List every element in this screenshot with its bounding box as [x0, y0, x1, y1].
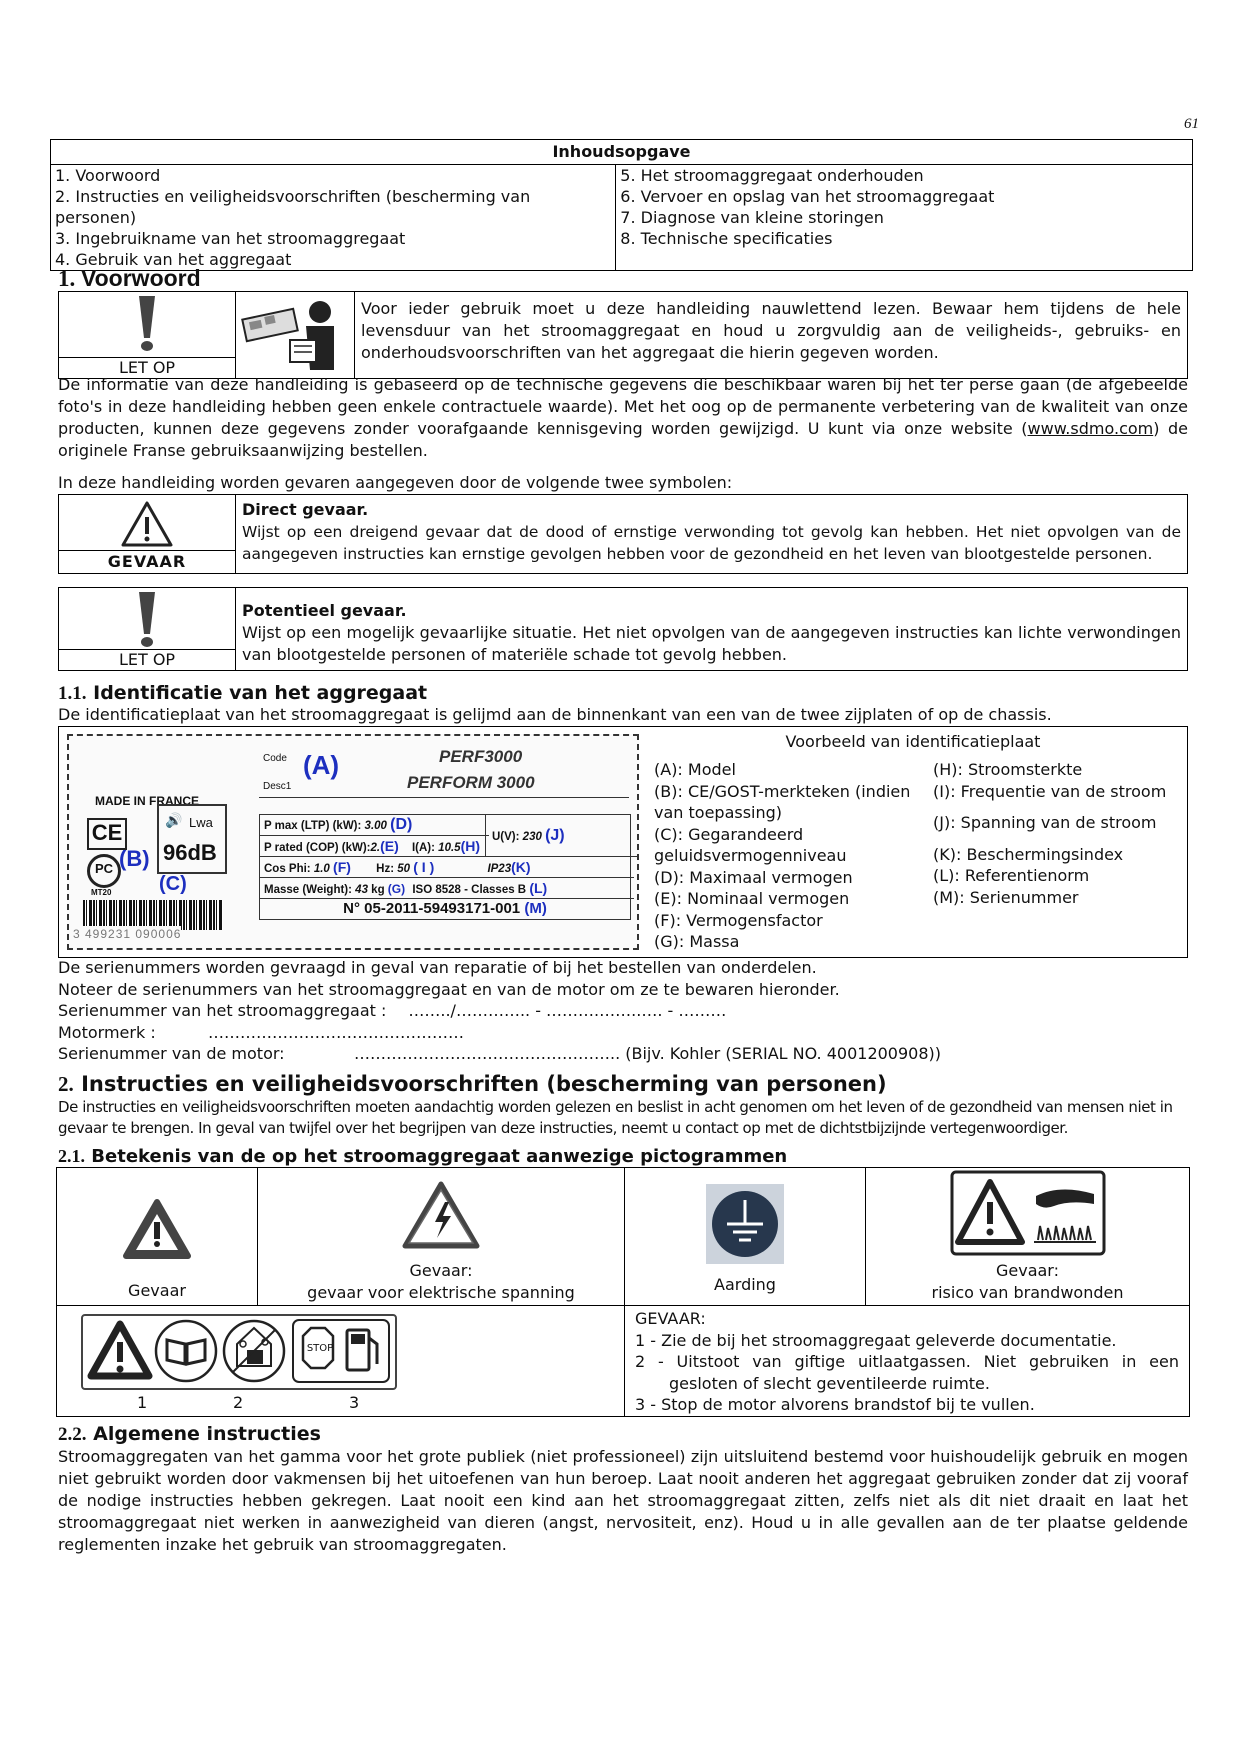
lwa-label: Lwa — [189, 815, 213, 830]
symbols-intro: In deze handleiding worden gevaren aangegeven door de volgende twee symbolen: — [58, 473, 733, 492]
toc-item[interactable]: 3. Ingebruikname van het stroomaggregaat — [55, 228, 406, 248]
plate-label-b: (B) — [119, 846, 150, 871]
serial-para-2: Noteer de serienummers van het stroomaggregaat en van de motor om ze te bewaren hieronder. — [58, 979, 840, 999]
desc-label: Desc1 — [263, 781, 292, 792]
engine-brand-field[interactable]: ………………………………………… — [208, 1022, 464, 1042]
exclamation-icon — [59, 588, 235, 650]
burn-hazard-icon — [950, 1170, 1106, 1256]
section-2-2-paragraph: Stroomaggregaten van het gamma voor het grote publiek (niet professioneel) zijn uitsluitend bestemd voor huishoudelijk gebruik en mogen niet gebruikt worden door vakmensen bij het uitoefenen van hun beroep. Laat nooit anderen het aggregaat gebruiken zonder dat zij vooraf de nodige instructies hebben gekregen. Laat nooit een kind aan het stroomaggregaat zitten, zelfs niet als dit niet draait en laat het stroomaggregaat niet werken in aanwezigheid van dieren (angst, nervositeit, enz). Houd u in alle gevallen aan de ter plaatse geldende reglementen inzake het gebruik van stroomaggregaten. — [58, 1447, 1188, 1554]
reading-manual-icon — [236, 292, 354, 372]
plate-serial: N° 05-2011-59493171-001 — [343, 900, 521, 917]
page-number: 61 — [1184, 116, 1199, 132]
hz-value: 50 — [397, 863, 411, 875]
hz-label: Hz: — [376, 863, 395, 875]
pictogram-caption: Gevaar: — [409, 1261, 473, 1280]
legend-item: (I): Frequentie van de stroom — [933, 781, 1167, 801]
plate-label-d: (D) — [390, 816, 413, 833]
plate-label-m: (M) — [524, 900, 547, 917]
voltage-value: 230 — [522, 831, 542, 843]
toc-item[interactable]: 7. Diagnose van kleine storingen — [620, 207, 884, 227]
lwa-box — [157, 804, 227, 874]
plate-example-title: Voorbeeld van identificatieplaat — [785, 732, 1041, 751]
code-label: Code — [263, 753, 287, 764]
plate-intro: De identificatieplaat van het stroomaggregaat is gelijmd aan de binnenkant van een van de twee zijplaten of op de chassis. — [58, 705, 1052, 724]
speaker-icon: 🔊 — [165, 813, 183, 829]
made-in-france: MADE IN FRANCE — [95, 794, 199, 808]
legend-item: (B): CE/GOST-merkteken (indien van toepassing) — [654, 781, 911, 822]
pictogram-number-3: 3 — [349, 1393, 360, 1413]
legend-left — [654, 759, 922, 953]
gevaar-item-1: 1 - Zie de bij het stroomaggregaat geleverde documentatie. — [635, 1330, 1117, 1350]
pictogram-caption: risico van brandwonden — [931, 1282, 1124, 1302]
warning-triangle-icon — [85, 1318, 155, 1384]
legend-item: (K): Beschermingsindex — [933, 844, 1124, 864]
plate-label-g: (G) — [387, 882, 406, 896]
legend-item: (F): Vermogensfactor — [654, 910, 823, 930]
pictogram-table — [56, 1167, 1190, 1417]
combined-warning-label — [81, 1314, 397, 1390]
section-1-1-heading: 1.1. Identificatie van het aggregaat — [58, 682, 428, 704]
voltage-label: U(V): — [492, 831, 520, 843]
pictogram-caption: Aarding — [714, 1274, 776, 1294]
warning-triangle-icon — [59, 495, 235, 553]
danger-notice — [58, 494, 1188, 574]
toc-item[interactable]: 8. Technische specificaties — [620, 228, 833, 248]
pictogram-caption: Gevaar — [128, 1280, 186, 1300]
electric-hazard-icon — [401, 1180, 481, 1252]
ip-value: IP23 — [487, 863, 512, 875]
plate-example-box — [58, 726, 1188, 958]
pictogram-number-1: 1 — [137, 1393, 148, 1413]
legend-item: (J): Spanning van de stroom — [933, 813, 1157, 832]
ce-mark-icon: CE — [87, 818, 127, 850]
toc-item[interactable]: 6. Vervoer en opslag van het stroomaggregaat — [620, 186, 995, 206]
gevaar-item-2: 2 - Uitstoot van giftige uitlaatgassen. Niet gebruiken in een gesloten of slecht geventileerde ruimte. — [635, 1352, 1179, 1393]
section-2-2-heading: 2.2. Algemene instructies — [58, 1423, 321, 1445]
genset-serial-label: Serienummer van het stroomaggregaat : — [58, 1001, 387, 1020]
info-paragraph: De informatie van deze handleiding is gebaseerd op de technische gegevens die beschikbaar waren bij het ter perse gaan (de afgebeelde foto's in deze handleiding hebben geen enkele contractuele waarde). Met het oog op de permanente verbetering van de kwaliteit van onze producten, kunnen deze gegevens zonder voorafgaande kennisgeving worden gewijzigd. U kunt via onze website (www.sdmo.com) de originele Franse gebruiksaanwijzing bestellen. — [58, 375, 1188, 460]
gost-mark-icon: PC — [87, 854, 121, 888]
section-1-heading: 1. Voorwoord — [58, 265, 201, 291]
plate-label-a: (A) — [303, 750, 340, 780]
gevaar-title: Direct gevaar. — [242, 500, 369, 519]
pictogram-caption: gevaar voor elektrische spanning — [307, 1282, 575, 1302]
letop-label: LET OP — [59, 357, 235, 378]
legend-item: (M): Serienummer — [933, 887, 1079, 907]
pmax-value: 3.00 — [364, 820, 387, 832]
plate-label-h: (H) — [460, 838, 480, 854]
section-2-1-heading: 2.1. Betekenis van de op het stroomaggregaat aanwezige pictogrammen — [58, 1146, 788, 1167]
manual-book-icon — [153, 1318, 219, 1384]
gevaar-text: Wijst op een dreigend gevaar dat de dood of ernstige verwonding tot gevolg kan hebben. Het niet opvolgen van de aangegeven instructies kan ernstige gevolgen hebben voor de gezondheid en het leven van blootgestelde personen. — [242, 523, 1181, 563]
voorwoord-text: Voor ieder gebruik moet u deze handleiding nauwlettend lezen. Bewaar hem tijdens de hele levensduur van het stroomaggregaat en houd u zorgvuldig aan de veiligheids-, gebruiks- en onderhoudsvoorschriften van het aggregaat die hierin gegeven worden. — [355, 292, 1188, 379]
toc-item[interactable]: 4. Gebruik van het aggregaat — [55, 249, 292, 269]
stop-label: STOP — [306, 1343, 334, 1355]
potential-text: Wijst op een mogelijk gevaarlijke situatie. Het niet opvolgen van de aangegeven instructies kan lichte verwondingen van blootgestelde personen of materiële schade tot gevolg hebben. — [242, 623, 1181, 664]
plate-label-i: ( I ) — [413, 859, 435, 875]
cosphi-value: 1.0 — [313, 863, 330, 875]
engine-brand-label: Motormerk : — [58, 1022, 156, 1042]
plate-label-e: (E) — [380, 838, 399, 854]
plate-label-k: (K) — [511, 859, 531, 875]
legend-item: (D): Maximaal vermogen — [654, 867, 853, 887]
voorwoord-notice — [58, 291, 1188, 379]
serial-para-1: De serienummers worden gevraagd in geval van reparatie of bij het bestellen van onderdelen. — [58, 958, 817, 977]
plate-label-c: (C) — [159, 873, 187, 895]
letop-label: LET OP — [59, 649, 235, 670]
legend-item: (G): Massa — [654, 932, 740, 951]
potential-title: Potentieel gevaar. — [242, 601, 407, 620]
mass-label: Masse (Weight): — [264, 884, 352, 896]
pmax-label: P max (LTP) (kW): — [264, 820, 362, 832]
iso-label: ISO 8528 - Classes B — [412, 884, 527, 896]
toc-item[interactable]: 5. Het stroomaggregaat onderhouden — [620, 165, 924, 185]
barcode-number: 3 499231 090006 — [73, 927, 182, 941]
section-2-heading: 2. Instructies en veiligheidsvoorschriften (bescherming van personen) — [58, 1072, 887, 1096]
prated-value: 2. — [370, 842, 381, 854]
legend-item: (L): Referentienorm — [933, 866, 1090, 885]
engine-serial-field[interactable]: ………………………………………….. (Bijv. Kohler (SERIAL NO. 4001200908)) — [354, 1044, 941, 1063]
gevaar-item-3: 3 - Stop de motor alvorens brandstof bij te vullen. — [635, 1395, 1035, 1415]
toxic-fumes-icon — [221, 1318, 287, 1384]
serial-info — [58, 957, 941, 1065]
gevaar-label: GEVAAR — [59, 550, 235, 573]
genset-serial-field[interactable]: ……../………….. - ……….……..…. - ……… — [408, 1001, 727, 1020]
current-value: 10.5 — [438, 842, 461, 854]
toc-table — [50, 139, 1193, 271]
ground-earth-icon — [706, 1184, 784, 1264]
potential-notice — [58, 587, 1188, 671]
legend-item: (A): Model — [654, 760, 736, 779]
cosphi-label: Cos Phi: — [264, 863, 311, 875]
legend-item: (C): Gegarandeerd geluidsvermogenniveau — [654, 824, 847, 865]
current-label: I(A): — [411, 842, 435, 854]
toc-item[interactable]: 1. Voorwoord — [55, 165, 161, 185]
model-code: PERF3000 — [439, 747, 523, 766]
pictogram-caption: Gevaar: — [995, 1261, 1059, 1280]
toc-title: Inhoudsopgave — [51, 140, 1193, 165]
engine-serial-label: Serienummer van de motor: — [58, 1044, 285, 1063]
model-name: PERFORM 3000 — [407, 773, 535, 792]
exclamation-icon — [59, 292, 235, 352]
plate-label-l: (L) — [529, 880, 548, 896]
legend-item: (E): Nominaal vermogen — [654, 889, 850, 908]
toc-item[interactable]: 2. Instructies en veiligheidsvoorschriften (bescherming van personen) — [55, 186, 531, 227]
mass-value: 43 — [355, 884, 368, 896]
gevaar-heading: GEVAAR: — [635, 1309, 706, 1329]
db-value: 96dB — [163, 840, 217, 865]
warning-triangle-icon — [122, 1198, 192, 1262]
legend-item: (H): Stroomsterkte — [933, 760, 1083, 779]
mt20-label: MT20 — [91, 888, 112, 897]
mass-unit: kg — [371, 884, 385, 896]
pictogram-number-2: 2 — [233, 1393, 244, 1413]
legend-right — [933, 759, 1183, 908]
plate-label-j: (J) — [545, 827, 565, 844]
plate-label-f: (F) — [333, 859, 351, 875]
section-2-paragraph: De instructies en veiligheidsvoorschriften moeten aandachtig worden gelezen en beslist in acht genomen om het leven of de gezondheid van mensen niet in gevaar te brengen. In geval van twijfel over het begrijpen van deze instructies, neemt u contact op met de dichtstbijzijnde vertegenwoordiger. — [58, 1098, 1173, 1137]
website-link[interactable]: www.sdmo.com — [1027, 419, 1154, 438]
prated-label: P rated (COP) (kW): — [264, 842, 371, 854]
identification-plate — [67, 734, 639, 950]
